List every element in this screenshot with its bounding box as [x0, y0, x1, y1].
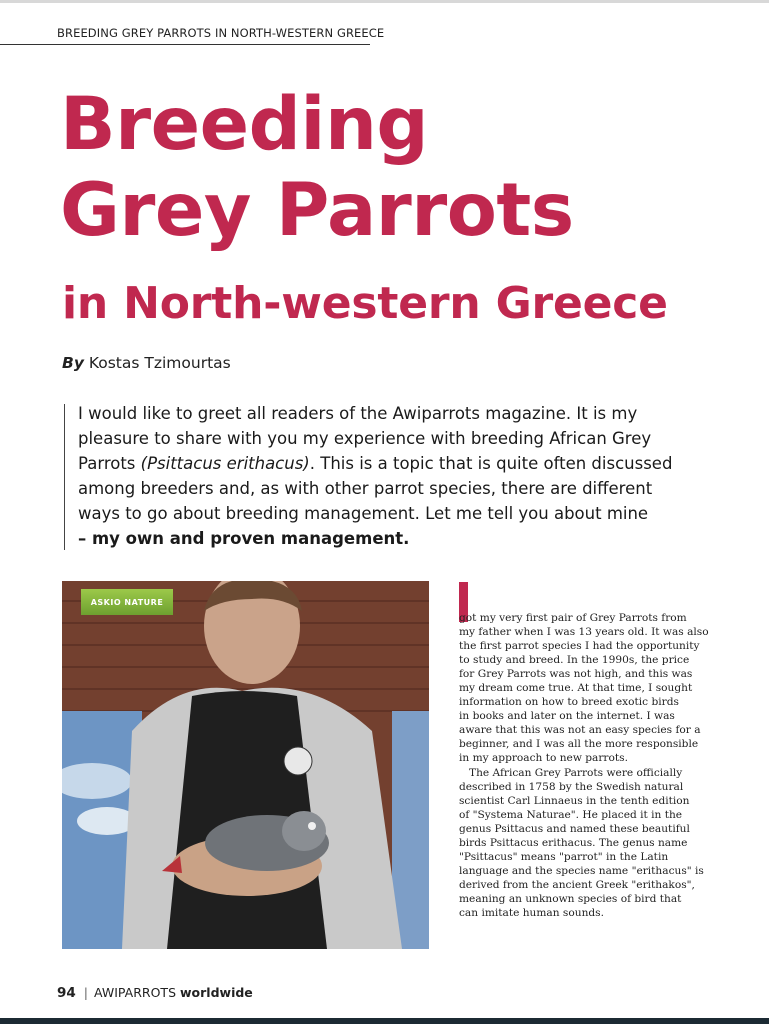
intro-line: ways to go about breeding management. Let me tell you about mine [78, 504, 649, 523]
footer-band [0, 1018, 769, 1024]
body-line: aware that this was not an easy species for a [459, 724, 701, 737]
footer-separator: | [83, 985, 89, 1000]
byline-prefix: By [62, 354, 84, 372]
body-line: to study and breed. In the 1990s, the price [459, 654, 690, 667]
body-line: beginner, and I was all the more responsible [459, 738, 699, 751]
intro-species-name: (Psittacus erithacus) [140, 454, 310, 473]
body-column [459, 611, 744, 920]
body-line: language and the species name "erithacus" is [459, 864, 704, 877]
running-head: BREEDING GREY PARROTS IN NORTH-WESTERN GREECE [57, 26, 385, 40]
footer-brand-suffix: worldwide [179, 985, 253, 1000]
body-line: my father when I was 13 years old. It was also [459, 626, 709, 639]
running-head-rule [0, 44, 370, 45]
footer-brand: AWIPARROTS [94, 985, 176, 1000]
page-number: 94 [57, 985, 76, 1001]
byline [62, 354, 231, 372]
intro-quote-bar [64, 404, 65, 550]
article-photo [62, 581, 429, 949]
intro-line: among breeders and, as with other parrot species, there are different [78, 479, 653, 498]
article-title-line-1: Breeding [60, 82, 429, 167]
body-line: derived from the ancient Greek "erithakos", [459, 878, 695, 891]
article-title [60, 82, 574, 254]
body-line: of "Systema Naturae". He placed it in the [459, 808, 683, 821]
intro-text: . This is a topic that is quite often discussed [309, 454, 673, 473]
body-line: my dream come true. At that time, I sought [459, 682, 693, 695]
body-line: "Psittacus" means "parrot" in the Latin [459, 850, 669, 863]
body-line: The African Grey Parrots were officially [469, 766, 683, 779]
body-line: got my very first pair of Grey Parrots from [459, 612, 687, 624]
intro-line [78, 451, 718, 476]
intro-line: I would like to greet all readers of the Awiparrots magazine. It is my [78, 404, 638, 423]
body-line: information on how to breed exotic birds [459, 696, 679, 709]
body-line: birds Psittacus erithacus. The genus name [459, 836, 688, 849]
intro-paragraph [78, 401, 718, 551]
byline-author: Kostas Tzimourtas [88, 354, 231, 372]
article-title-line-2: Grey Parrots [60, 168, 574, 253]
body-line: meaning an unknown species of bird that [459, 892, 682, 905]
intro-text: Parrots [78, 454, 141, 473]
article-subtitle: in North-western Greece [62, 278, 668, 329]
intro-closing [78, 526, 718, 551]
body-line: can imitate human sounds. [459, 906, 604, 919]
photo-logo-badge: ASKIO NATURE [81, 589, 173, 615]
body-line: in my approach to new parrots. [459, 752, 628, 765]
body-line: described in 1758 by the Swedish natural [459, 780, 684, 793]
body-line: for Grey Parrots was not high, and this was [459, 668, 693, 681]
body-line: in books and later on the internet. I was [459, 710, 675, 723]
photo-illustration [62, 581, 429, 949]
page-footer [57, 985, 253, 1001]
body-line: genus Psittacus and named these beautiful [459, 822, 690, 835]
body-line: scientist Carl Linnaeus in the tenth edition [459, 794, 690, 807]
intro-closing-bold: – my own and proven management. [78, 529, 410, 548]
intro-line: pleasure to share with you my experience with breeding African Grey [78, 429, 652, 448]
body-line: the first parrot species I had the opportunity [459, 640, 700, 653]
page-top-edge [0, 0, 769, 3]
